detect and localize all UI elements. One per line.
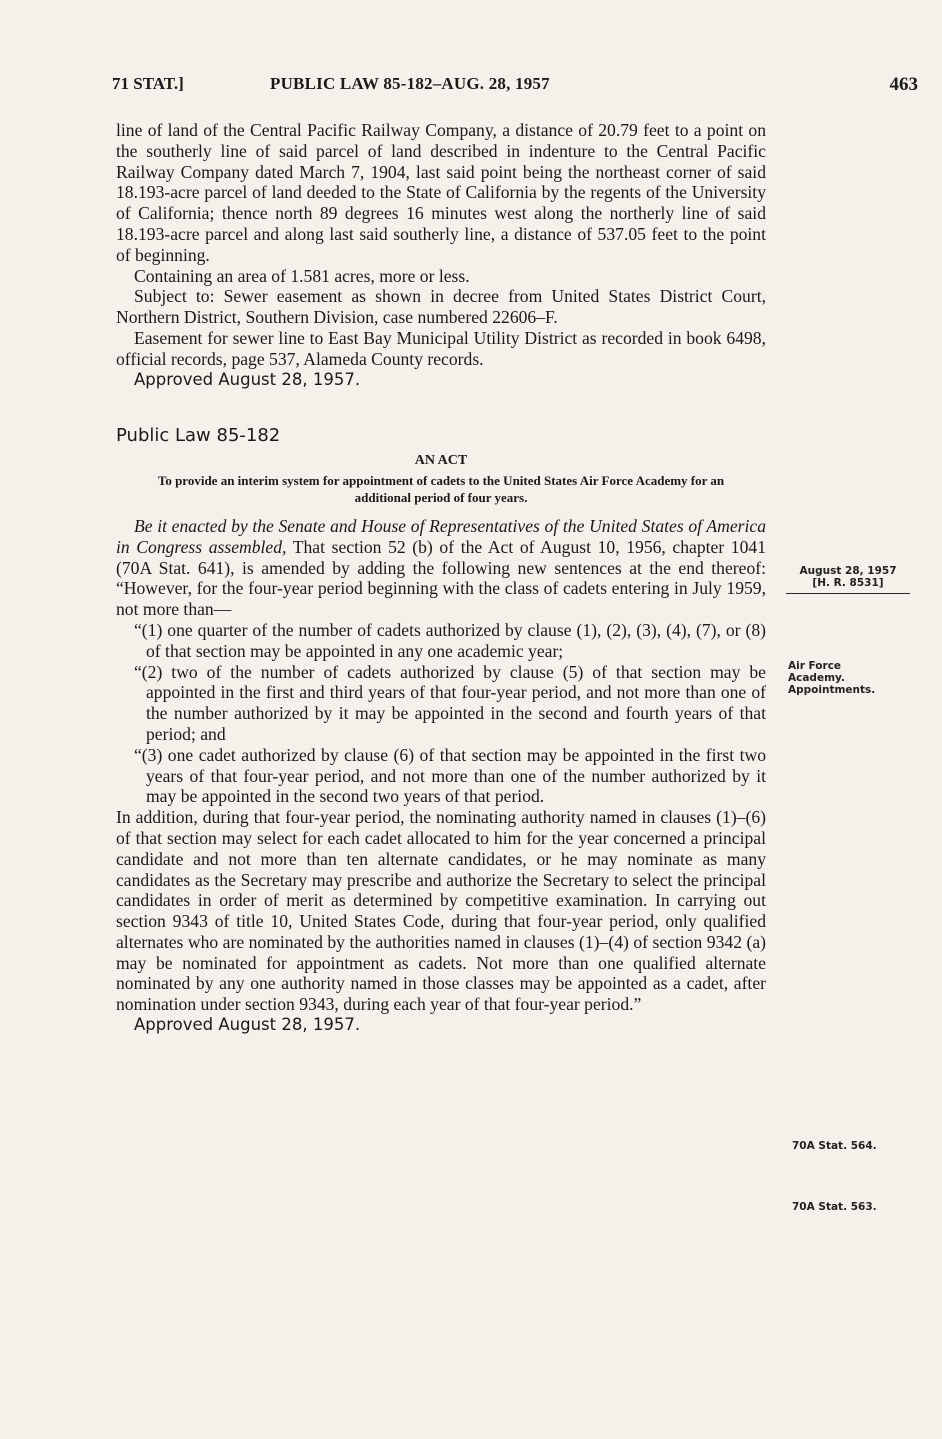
clause-3: “(3) one cadet authorized by clause (6) of that section may be appointed in the first two years of that four-year period, and not more than one of the number authorized by it may be appointed in the second two years of that period. bbox=[134, 744, 766, 807]
running-header bbox=[112, 74, 918, 98]
margin-note-topic: Air Force Academy. Appointments. bbox=[788, 660, 876, 696]
statute-body bbox=[116, 120, 766, 1036]
enacting-text: That section 52 (b) of the Act of August 10, 1956, chapter 1041 (70A Stat. 641), is amended by adding the following new sentences at the end thereof: “However, for the four-year period beginning with the class of cadets entering in July 1959, not more than— bbox=[116, 536, 766, 620]
margin-date: August 28, 1957 bbox=[799, 565, 897, 577]
page-number: 463 bbox=[889, 74, 918, 95]
act-purpose: To provide an interim system for appointment of cadets to the United States Air Force Academy for an additional period of four years. bbox=[157, 472, 725, 505]
approval-date: Approved August 28, 1957. bbox=[134, 369, 361, 389]
public-law-title: Public Law 85-182 bbox=[116, 425, 281, 447]
clause-2: “(2) two of the number of cadets authorized by clause (5) of that section may be appointed in the first and third years of that four-year period, and not more than one of the number authorized by it may be appointed in the second and fourth years of that period; and bbox=[134, 661, 766, 744]
header-title: PUBLIC LAW 85-182–AUG. 28, 1957 bbox=[270, 74, 550, 93]
enacting-clause bbox=[116, 516, 766, 620]
paragraph-nominating-authority: In addition, during that four-year period, the nominating authority named in clauses (1)–(6) of that section may select for each cadet allocated to him for the year concerned a principal candidate and not more than ten alternate candidates, or he may nominate as many candidates as the Secretary may prescribe and authorize the Secretary to select the principal candidates in order of merit as determined by competitive examination. In carrying out section 9343 of title 10, United States Code, during that four-year period, only qualified alternates who are nominated by the authorities named in clauses (1)–(4) of section 9342 (a) may be nominated for appointment as cadets. Not more than one qualified alternate nominated by any one authority named in those classes may be appointed as a cadet, after nomination under section 9343, during each year of that four-year period.” bbox=[116, 807, 766, 1015]
margin-bill-number: [H. R. 8531] bbox=[812, 577, 884, 589]
volume-citation: 71 STAT.] bbox=[112, 74, 184, 93]
margin-rule bbox=[786, 593, 910, 594]
paragraph-utility-easement: Easement for sewer line to East Bay Municipal Utility District as recorded in book 6498, official records, page 537, Alameda County records. bbox=[116, 327, 766, 369]
act-heading: AN ACT bbox=[414, 453, 468, 469]
enacting-formula: Be it enacted by the Senate and House of Representatives of the United States of America in Congress assembled, bbox=[116, 515, 766, 557]
margin-note-citation-1: 70A Stat. 564. bbox=[792, 1140, 877, 1152]
clause-1: “(1) one quarter of the number of cadets authorized by clause (1), (2), (3), (4), (7), or (8) of that section may be appointed in any one academic year; bbox=[134, 619, 766, 661]
margin-note-citation-2: 70A Stat. 563. bbox=[792, 1201, 877, 1213]
paragraph-area: Containing an area of 1.581 acres, more or less. bbox=[134, 265, 470, 286]
approval-date-2: Approved August 28, 1957. bbox=[134, 1015, 361, 1035]
paragraph-sewer-easement: Subject to: Sewer easement as shown in decree from United States District Court, Northern District, Southern Division, case numbered 22606–F. bbox=[116, 286, 766, 328]
paragraph-land-description: line of land of the Central Pacific Railway Company, a distance of 20.79 feet to a point on the southerly line of said parcel of land described in indenture to the Central Pacific Railway Company dated March 7, 1904, last said point being the northeast corner of said 18.193-acre parcel of land deeded to the State of California by the regents of the University of California; thence north 89 degrees 16 minutes west along the northerly line of said 18.193-acre parcel and along last said southerly line, a distance of 537.05 feet to the point of beginning. bbox=[116, 120, 766, 265]
margin-note-date bbox=[786, 565, 910, 594]
